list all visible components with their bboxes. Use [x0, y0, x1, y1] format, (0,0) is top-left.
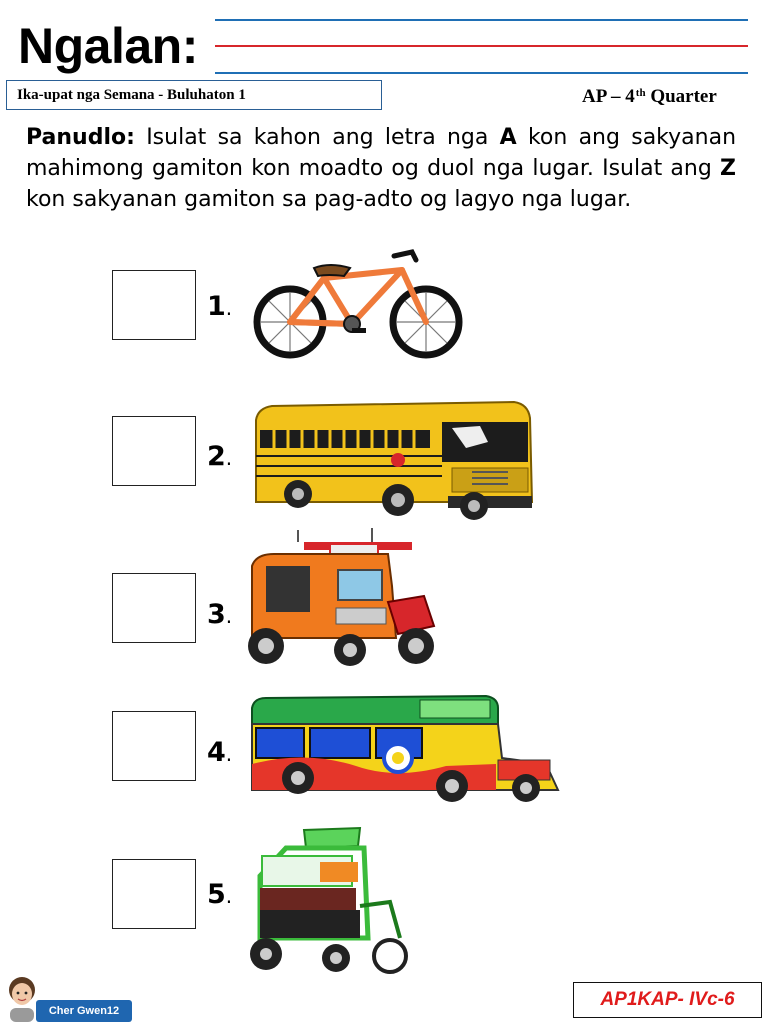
name-label: Ngalan: [18, 18, 198, 74]
tricycle-icon [238, 526, 438, 670]
answer-box-4[interactable] [112, 711, 196, 781]
quarter-prefix: AP – 4 [582, 86, 635, 107]
competency-code: AP1KAP- IVc-6 [573, 982, 762, 1018]
quarter-label [582, 80, 717, 110]
instructions-part3: kon sakyanan gamiton sa pag-adto og lagyo nga lugar. [26, 187, 632, 212]
instructions-part1: Isulat sa kahon ang letra nga [146, 125, 489, 150]
answer-box-3[interactable] [112, 573, 196, 643]
answer-box-2[interactable] [112, 416, 196, 486]
instructions [26, 122, 736, 215]
pedicab-icon [240, 826, 408, 982]
answer-box-5[interactable] [112, 859, 196, 929]
quarter-suffix: Quarter [650, 86, 717, 107]
bicycle-icon [252, 248, 466, 362]
letter-a: A [499, 125, 517, 150]
name-line-middle[interactable] [215, 45, 748, 47]
item-number-1: 1. [207, 291, 233, 322]
week-activity-box: Ika-upat nga Semana - Buluhaton 1 [6, 80, 382, 110]
item-number-4: 4. [207, 737, 233, 768]
letter-z: Z [720, 156, 736, 181]
quarter-sup: th [635, 87, 646, 99]
item-number-5: 5. [207, 879, 233, 910]
name-line-top [215, 19, 748, 21]
instructions-label: Panudlo: [26, 125, 135, 150]
jeepney-icon [246, 694, 562, 810]
avatar [4, 976, 40, 1022]
item-number-3: 3. [207, 599, 233, 630]
answer-box-1[interactable] [112, 270, 196, 340]
item-number-2: 2. [207, 441, 233, 472]
name-line-bottom [215, 72, 748, 74]
school-bus-icon [252, 398, 536, 522]
author-badge: Cher Gwen12 [36, 1000, 132, 1022]
instructions-part2: kon ang sakyanan mahimong gamiton kon moadto og duol nga lugar. Isulat ang [26, 125, 737, 181]
